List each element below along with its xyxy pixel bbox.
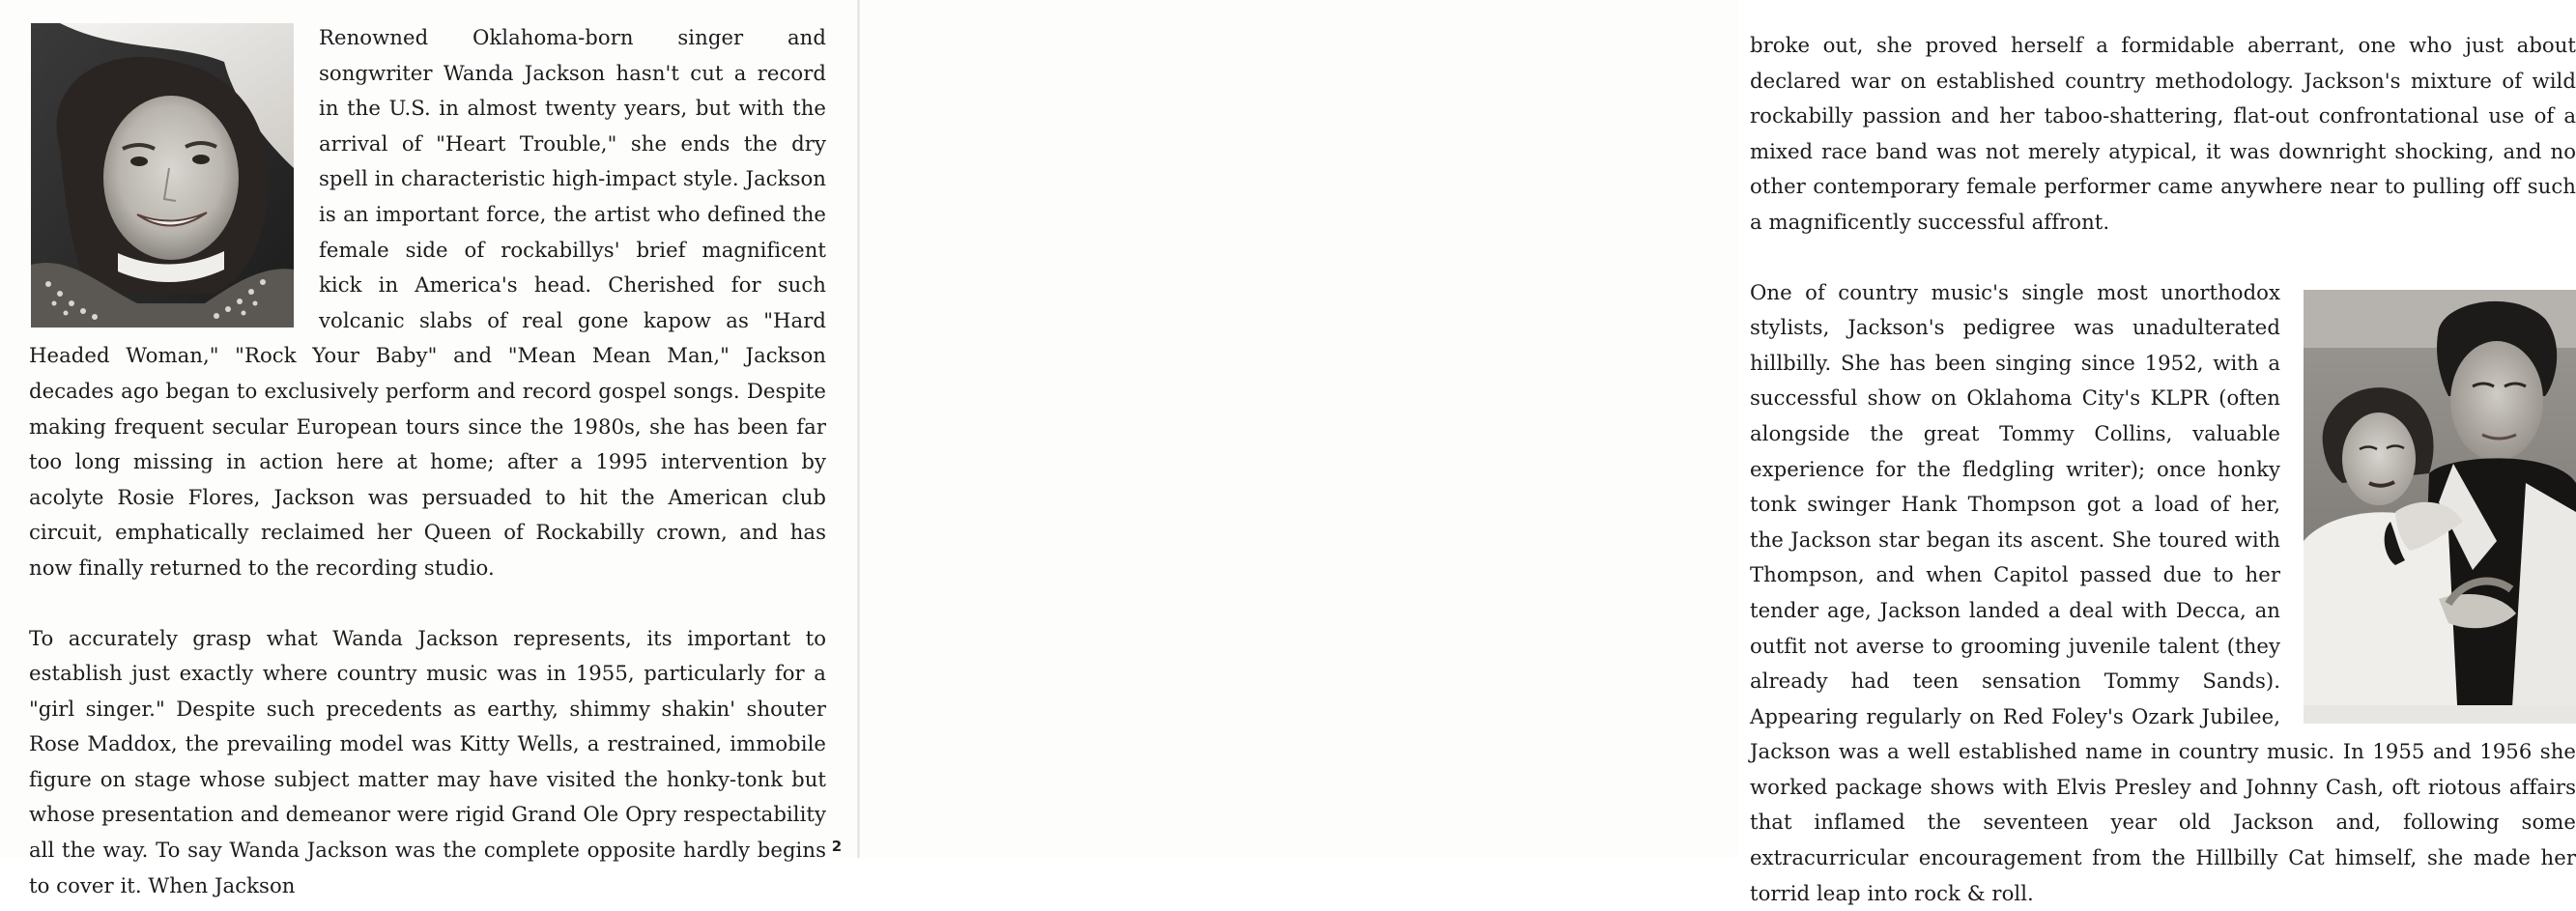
couple-photo-image xyxy=(2304,290,2576,724)
portrait-photo xyxy=(31,23,294,327)
left-page xyxy=(0,0,859,897)
right-page-text xyxy=(1750,28,2576,911)
couple-photo xyxy=(2304,290,2576,724)
left-paragraph-2: To accurately grasp what Wanda Jackson represents, its important to establish just exactly where country music was in 1955, particularly for a "girl singer." Despite such precedents as earthy, shimmy shakin' shouter Rose Maddox, the prevailing model was Kitty Wells, a restrained, immobile figure on stage whose subject matter may have visited the honky-tonk but whose presentation and demeanor were rigid Grand Ole Opry respectability all the way. To say Wanda Jackson was the complete opposite hardly begins to cover it. When Jackson xyxy=(29,625,826,897)
right-paragraph-2 xyxy=(1750,275,2576,911)
right-paragraph-2-text: One of country music's single most unorthodox stylists, Jackson's pedigree was unadulterated hillbilly. She has been singing since 1952, with a successful show on Oklahoma City's KLPR (often alongside the great Tommy Collins, valuable experience for the fledgling writer); once honky tonk swinger Hank Thompson got a load of her, the Jackson star began its ascent. She toured with Thompson, and when Capitol passed due to her tender age, Jackson landed a deal with Decca, an outfit not averse to grooming juvenile talent (they already had teen sensation Tommy Sands). Appearing regularly on Red Foley's Ozark Jubilee, Jackson was a well established name in country music. In 1955 and 1956 she worked package shows with Elvis Presley and Johnny Cash, oft riotous affairs that inflamed the seventeen year old Jackson and, following some extracurricular encouragement from the Hillbilly Cat himself, she made her torrid leap into rock & roll. xyxy=(1750,279,2576,905)
right-page xyxy=(859,0,2576,905)
page-number: 2 xyxy=(831,838,843,855)
right-paragraph-1: broke out, she proved herself a formidable aberrant, one who just about declared war on established country methodology. Jackson's mixture of wild rockabilly passion and her taboo-shattering, flat-out confrontational use of a mixed race band was not merely atypical, it was downright shocking, and no other contemporary female performer came anywhere near to pulling off such a magnificently successful affront. xyxy=(1750,33,2576,234)
left-paragraph-1: Renowned Oklahoma-born singer and songwriter Wanda Jackson hasn't cut a record in the U.S. in almost twenty years, but with the arrival of "Heart Trouble," she ends the dry spell in characteristic high-impact style. Jackson is an important force, the artist who defined the female side of rockabillys' brief magnificent kick in America's head. Cherished for such volcanic slabs of real gone kapow as "Hard Headed Woman," "Rock Your Baby" and "Mean Mean Man," Jackson decades ago began to exclusively perform and record gospel songs. Despite making frequent secular European tours since the 1980s, she has been far too long missing in action here at home; after a 1995 intervention by acolyte Rosie Flores, Jackson was persuaded to hit the American club circuit, emphatically reclaimed her Queen of Rockabilly crown, and has now finally returned to the recording studio. xyxy=(29,25,826,580)
portrait-photo-image xyxy=(31,23,294,327)
left-page-text xyxy=(29,20,826,903)
